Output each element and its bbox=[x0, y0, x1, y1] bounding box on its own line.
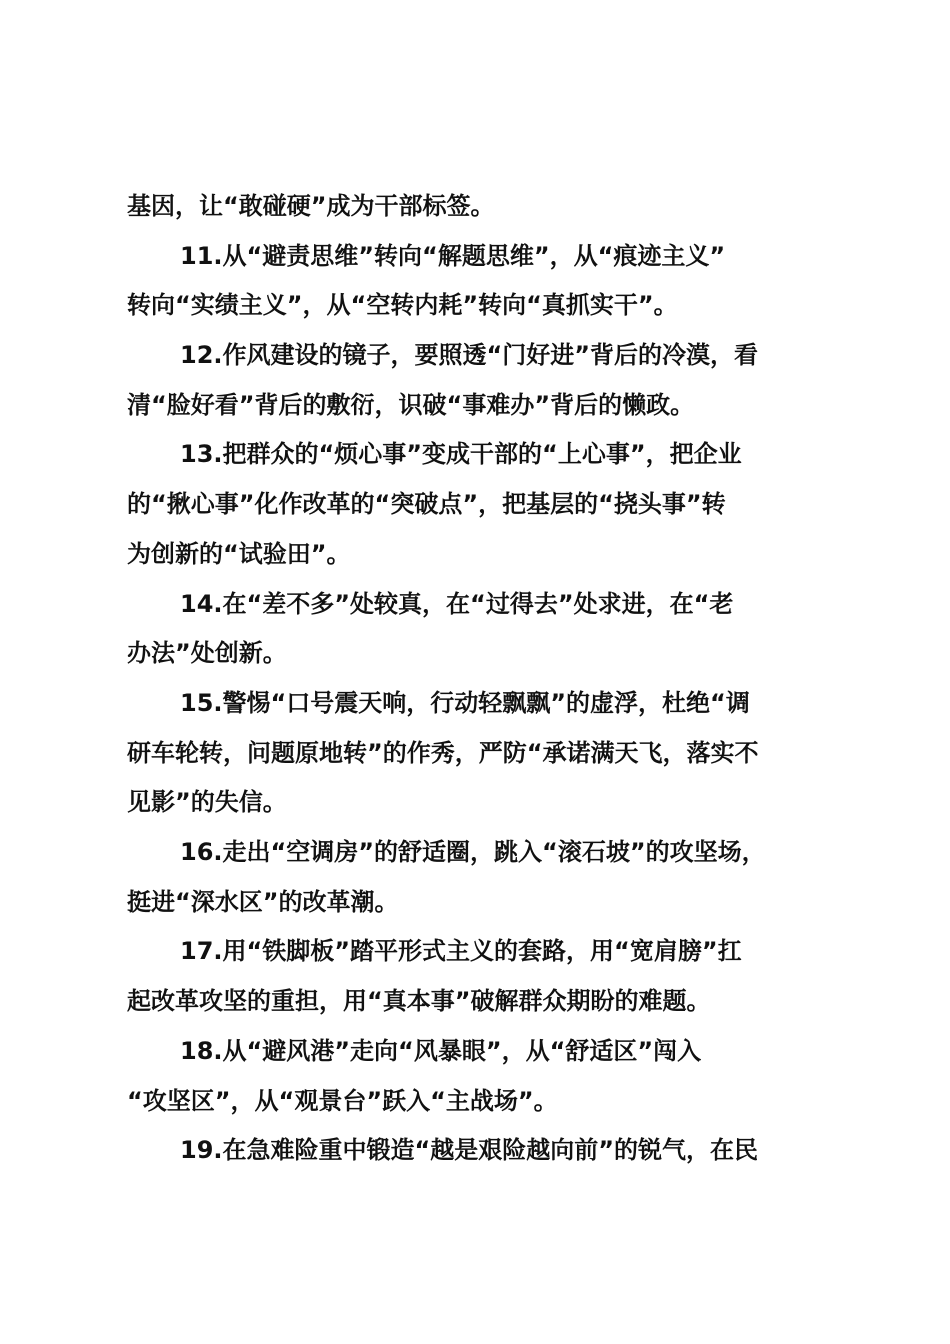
text-line: 18.从“避风港”走向“风暴眼”，从“舒适区”闯入 bbox=[180, 1037, 702, 1065]
text-line: 19.在急难险重中锻造“越是艰险越向前”的锐气，在民 bbox=[180, 1136, 759, 1164]
text-line: 16.走出“空调房”的舒适圈，跳入“滚石坡”的攻坚场， bbox=[180, 838, 766, 866]
text-line: 办法”处创新。 bbox=[127, 639, 287, 667]
text-line: 见影”的失信。 bbox=[127, 788, 287, 816]
text-line: 基因，让“敢碰硬”成为干部标签。 bbox=[127, 192, 495, 220]
text-line: 为创新的“试验田”。 bbox=[127, 540, 351, 568]
text-line: 11.从“避责思维”转向“解题思维”，从“痕迹主义” bbox=[180, 242, 726, 270]
text-line: 起改革攻坚的重担，用“真本事”破解群众期盼的难题。 bbox=[127, 987, 711, 1015]
text-line: 17.用“铁脚板”踏平形式主义的套路，用“宽肩膀”扛 bbox=[180, 937, 742, 965]
text-line: 转向“实绩主义”，从“空转内耗”转向“真抓实干”。 bbox=[127, 291, 678, 319]
text-line: 的“揪心事”化作改革的“突破点”，把基层的“挠头事”转 bbox=[127, 490, 726, 518]
text-line: 14.在“差不多”处较真，在“过得去”处求进，在“老 bbox=[180, 590, 734, 618]
text-line: 12.作风建设的镜子，要照透“门好进”背后的冷漠，看 bbox=[180, 341, 759, 369]
text-line: 研车轮转，问题原地转”的作秀，严防“承诺满天飞，落实不 bbox=[127, 739, 759, 767]
text-line: 13.把群众的“烦心事”变成干部的“上心事”，把企业 bbox=[180, 440, 742, 468]
text-line: 挺进“深水区”的改革潮。 bbox=[127, 888, 399, 916]
text-line: 15.警惕“口号震天响，行动轻飘飘”的虚浮，杜绝“调 bbox=[180, 689, 750, 717]
text-line: “攻坚区”，从“观景台”跃入“主战场”。 bbox=[127, 1087, 558, 1115]
text-line: 清“脸好看”背后的敷衍，识破“事难办”背后的懒政。 bbox=[127, 391, 695, 419]
